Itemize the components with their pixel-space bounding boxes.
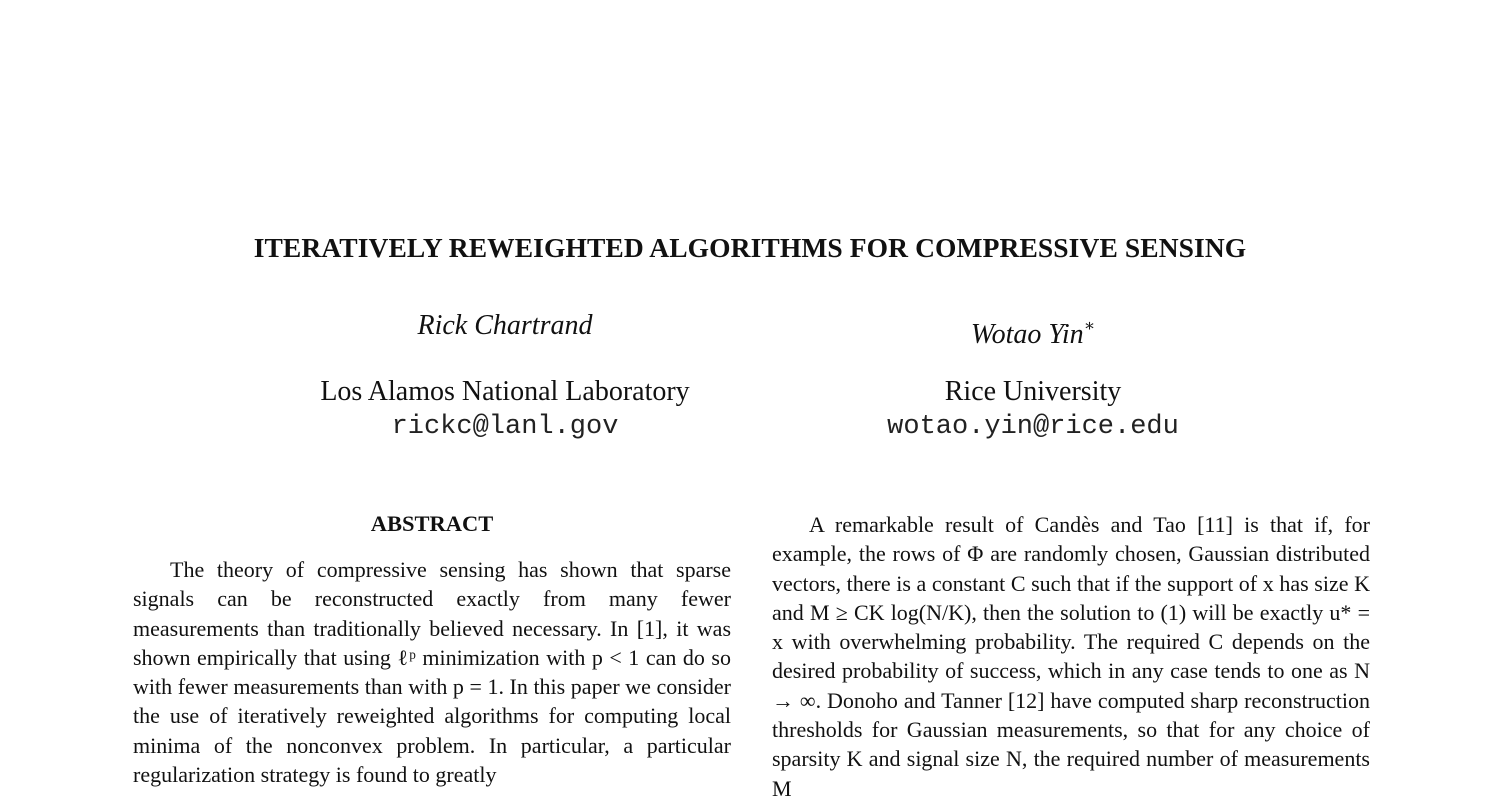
- author-name-text: Wotao Yin: [970, 319, 1084, 350]
- author-affiliation: Rice University: [944, 376, 1122, 407]
- body-paragraph: A remarkable result of Candès and Tao [11] is that if, for example, the rows of Φ are randomly chosen, Gaussian distributed vectors, there is a constant C such that if the support of x has size K and M ≥ CK log(N/K), then the solution to (1) will be exactly u* = x with overwhelming probability. The required C depends on the desired probability of success, which in any case tends to one as N → ∞. Donoho and Tanner [12] have computed sharp reconstruction thresholds for Gaussian measurements, so that for any choice of sparsity K and signal size N, the required number of measurements M: [772, 512, 1370, 801]
- author-email: wotao.yin@rice.edu: [887, 412, 1179, 442]
- left-column: [133, 508, 731, 789]
- author-affiliation: Los Alamos National Laboratory: [320, 376, 690, 407]
- footnote-marker: ∗: [1083, 316, 1096, 335]
- abstract-heading: ABSTRACT: [370, 511, 494, 536]
- author-email: rickc@lanl.gov: [391, 412, 619, 442]
- abstract-text: The theory of compressive sensing has shown that sparse signals can be reconstructed exactly from many fewer measurements than traditionally believed necessary. In [1], it was shown empirically that using ℓᵖ minimization with p < 1 can do so with fewer measurements than with p = 1. In this paper we consider the use of iteratively reweighted algorithms for computing local minima of the nonconvex problem. In particular, a particular regularization strategy is found to greatly: [133, 557, 731, 788]
- author-name: Rick Chartrand: [417, 310, 593, 341]
- author-block-yin: [773, 306, 1293, 444]
- author-name: [773, 306, 1293, 350]
- author-block-chartrand: [245, 306, 765, 444]
- right-column: [772, 510, 1370, 803]
- paper-title: ITERATIVELY REWEIGHTED ALGORITHMS FOR COMPRESSIVE SENSING: [253, 232, 1247, 263]
